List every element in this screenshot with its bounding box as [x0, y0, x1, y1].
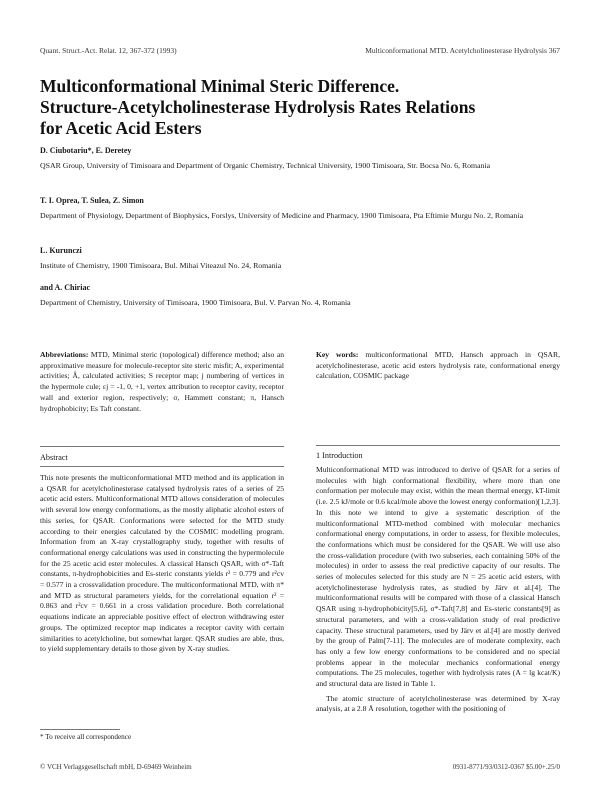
abstract-rule-bottom — [40, 466, 284, 467]
abbreviations-block — [40, 350, 284, 414]
issn-footer: 0931-8771/93/0312-0367 $5.00+.25/0 — [452, 763, 560, 771]
author-names: T. I. Oprea, T. Sulea, Z. Simon — [40, 196, 144, 205]
author-names: and A. Chiriac — [40, 283, 91, 292]
introduction-heading: 1 Introduction — [316, 451, 363, 460]
footnote: * To receive all correspondence — [40, 733, 132, 741]
keywords-block — [316, 350, 560, 382]
introduction-text — [316, 465, 560, 715]
author-block-3 — [40, 246, 560, 271]
abstract-text — [40, 473, 284, 655]
keywords-label: Key words: — [316, 350, 359, 359]
footnote-rule — [40, 729, 120, 730]
author-affiliation: QSAR Group, University of Timisoara and Department of Organic Chemistry, Technical University, 1900 Timisoara, Str. Bocsa No. 6, Romania — [40, 160, 491, 170]
abbreviations-text: MTD, Minimal steric (topological) difference method; also an approximative measure for molecule-receptor site steric misfit; A, experimental activities; Â, calculated activities; S receptor map; j numbering of vertices in the hypermole cule; εj = -1, 0, +1, vertex attribution to receptor cavity, receptor wall and exterior region, respectively; σ, Hammett constant; π, Hansch hydrophobicity; Es Taft constant. — [40, 350, 284, 413]
author-names: L. Kurunczi — [40, 246, 82, 255]
introduction-paragraph-2: The atomic structure of acetylcholinesterase was determined by X-ray analysis, at a 2.8 Å resolution, together with the positioning of — [316, 693, 560, 714]
abbreviations-label: Abbreviations: — [40, 350, 89, 359]
article-title — [40, 76, 560, 139]
copyright-footer: © VCH Verlagsgesellschaft mbH, D-69469 Weinheim — [40, 763, 192, 771]
author-affiliation: Institute of Chemistry, 1900 Timisoara, Bul. Mihai Viteazul No. 24, Romania — [40, 260, 282, 270]
section-rule — [316, 445, 560, 446]
title-line-3: for Acetic Acid Esters — [40, 118, 202, 138]
introduction-paragraph-1: Multiconformational MTD was introduced to derive of QSAR for a series of molecules with high conformational flexibility, where more than one conformation per molecule may exist, within the mean thermal energy, kT-limit (i.e. 2.5 kJ/mole or 0.6 kcal/mole above the lowest energy conformation)[1,2,3]. In this note we intend to give a systematic description of the multiconformational MTD-method combined with molecular mechanics conformational energy computations, in order to assess, for flexible molecules, the conformations which must be considered for the QSAR. We will use also the cross-validation procedure (with two subseries, each containing 50% of the molecules) in order to assess the real predictive capacity of our results. The series of molecules selected for this study are N = 25 acetic acid esters, with acetylcholinesterase hydrolysis rates, as studied by Järv et al.[4]. The multiconformational results will be compared with those of a classical Hansch QSAR using π-hydrophobicity[5,6], σ*-Taft[7,8] and Es-steric constants[9] as structural parameters, and with a cross-validation study of real predictive capacity. These structural parameters, used by Järv et al.[4] are mostly derived by the group of Palm[7-11]. The molecules are of moderate complexity, each has only a few low energy conformations to be considered and no special problems appear in the molecular mechanics conformational energy computations. The 25 molecules, together with hydrolysis rates (A = lg kcat/K) and structural data are listed in Table 1. — [316, 465, 560, 689]
author-names: D. Ciubotariu*, E. Deretey — [40, 146, 132, 155]
author-affiliation: Department of Physiology, Department of Biophysics, Forslys, University of Medicine and Pharmacy, 1900 Timisoara, Pta Eftimie Murgu No. 2, Romania — [40, 210, 524, 220]
keywords-text: multiconformational MTD, Hansch approach in QSAR, acetylcholinesterase, acetic acid esters hydrolysis rate, conformational energy calculation, COSMIC package — [316, 350, 560, 381]
abstract-rule-top — [40, 446, 284, 447]
author-block-2 — [40, 196, 560, 221]
author-block-1 — [40, 146, 560, 171]
title-line-1: Multiconformational Minimal Steric Difference. — [40, 76, 400, 96]
journal-citation: Quant. Struct.-Act. Relat. 12, 367-372 (1993) — [40, 46, 177, 55]
abstract-paragraph: This note presents the multiconformational MTD method and its application in a QSAR for acetylcholinesterase catalysed hydrolysis rates of a series of 25 acetic acid esters. Multiconformational MTD allows consideration of molecules with several low energy conformations, as the mostly aliphatic alcohol esters of this series, for QSAR. Conformations were selected for the MTD study according to their energies calculated by the COSMIC modelling program. Information from an X-ray crystallography study, together with results of conformational energy calculations was used in constructing the hypermolecule for the 25 acetic acid ester molecules. A classical Hansch QSAR, with σ*-Taft constants, π-hydrophobicities and Es-steric constants yields r² = 0.779 and r²cv = 0.577 in a crossvalidation procedure. The multiconformational MTD, with π* and MTD as structural parameters yields, for the correlational equation r² = 0.863 and r²cv = 0.661 in a cross validation procedure. Both correlational equations indicate an appreciable positive effect of electron withdrawing ester groups. The optimized receptor map indicates a receptor cavity with certain similarities to acetylcholine, but somewhat larger. QSAR studies are able, thus, to yield supplementary details to those given by X-ray studies. — [40, 473, 284, 654]
author-affiliation: Department of Chemistry, University of Timisoara, 1900 Timisoara, Bul. V. Parvan No. 4, Romania — [40, 297, 351, 307]
running-title: Multiconformational MTD. Acetylcholinesterase Hydrolysis 367 — [365, 46, 560, 55]
title-line-2: Structure-Acetylcholinesterase Hydrolysis Rates Relations — [40, 97, 476, 117]
author-block-4 — [40, 283, 560, 308]
abstract-heading: Abstract — [40, 453, 68, 462]
